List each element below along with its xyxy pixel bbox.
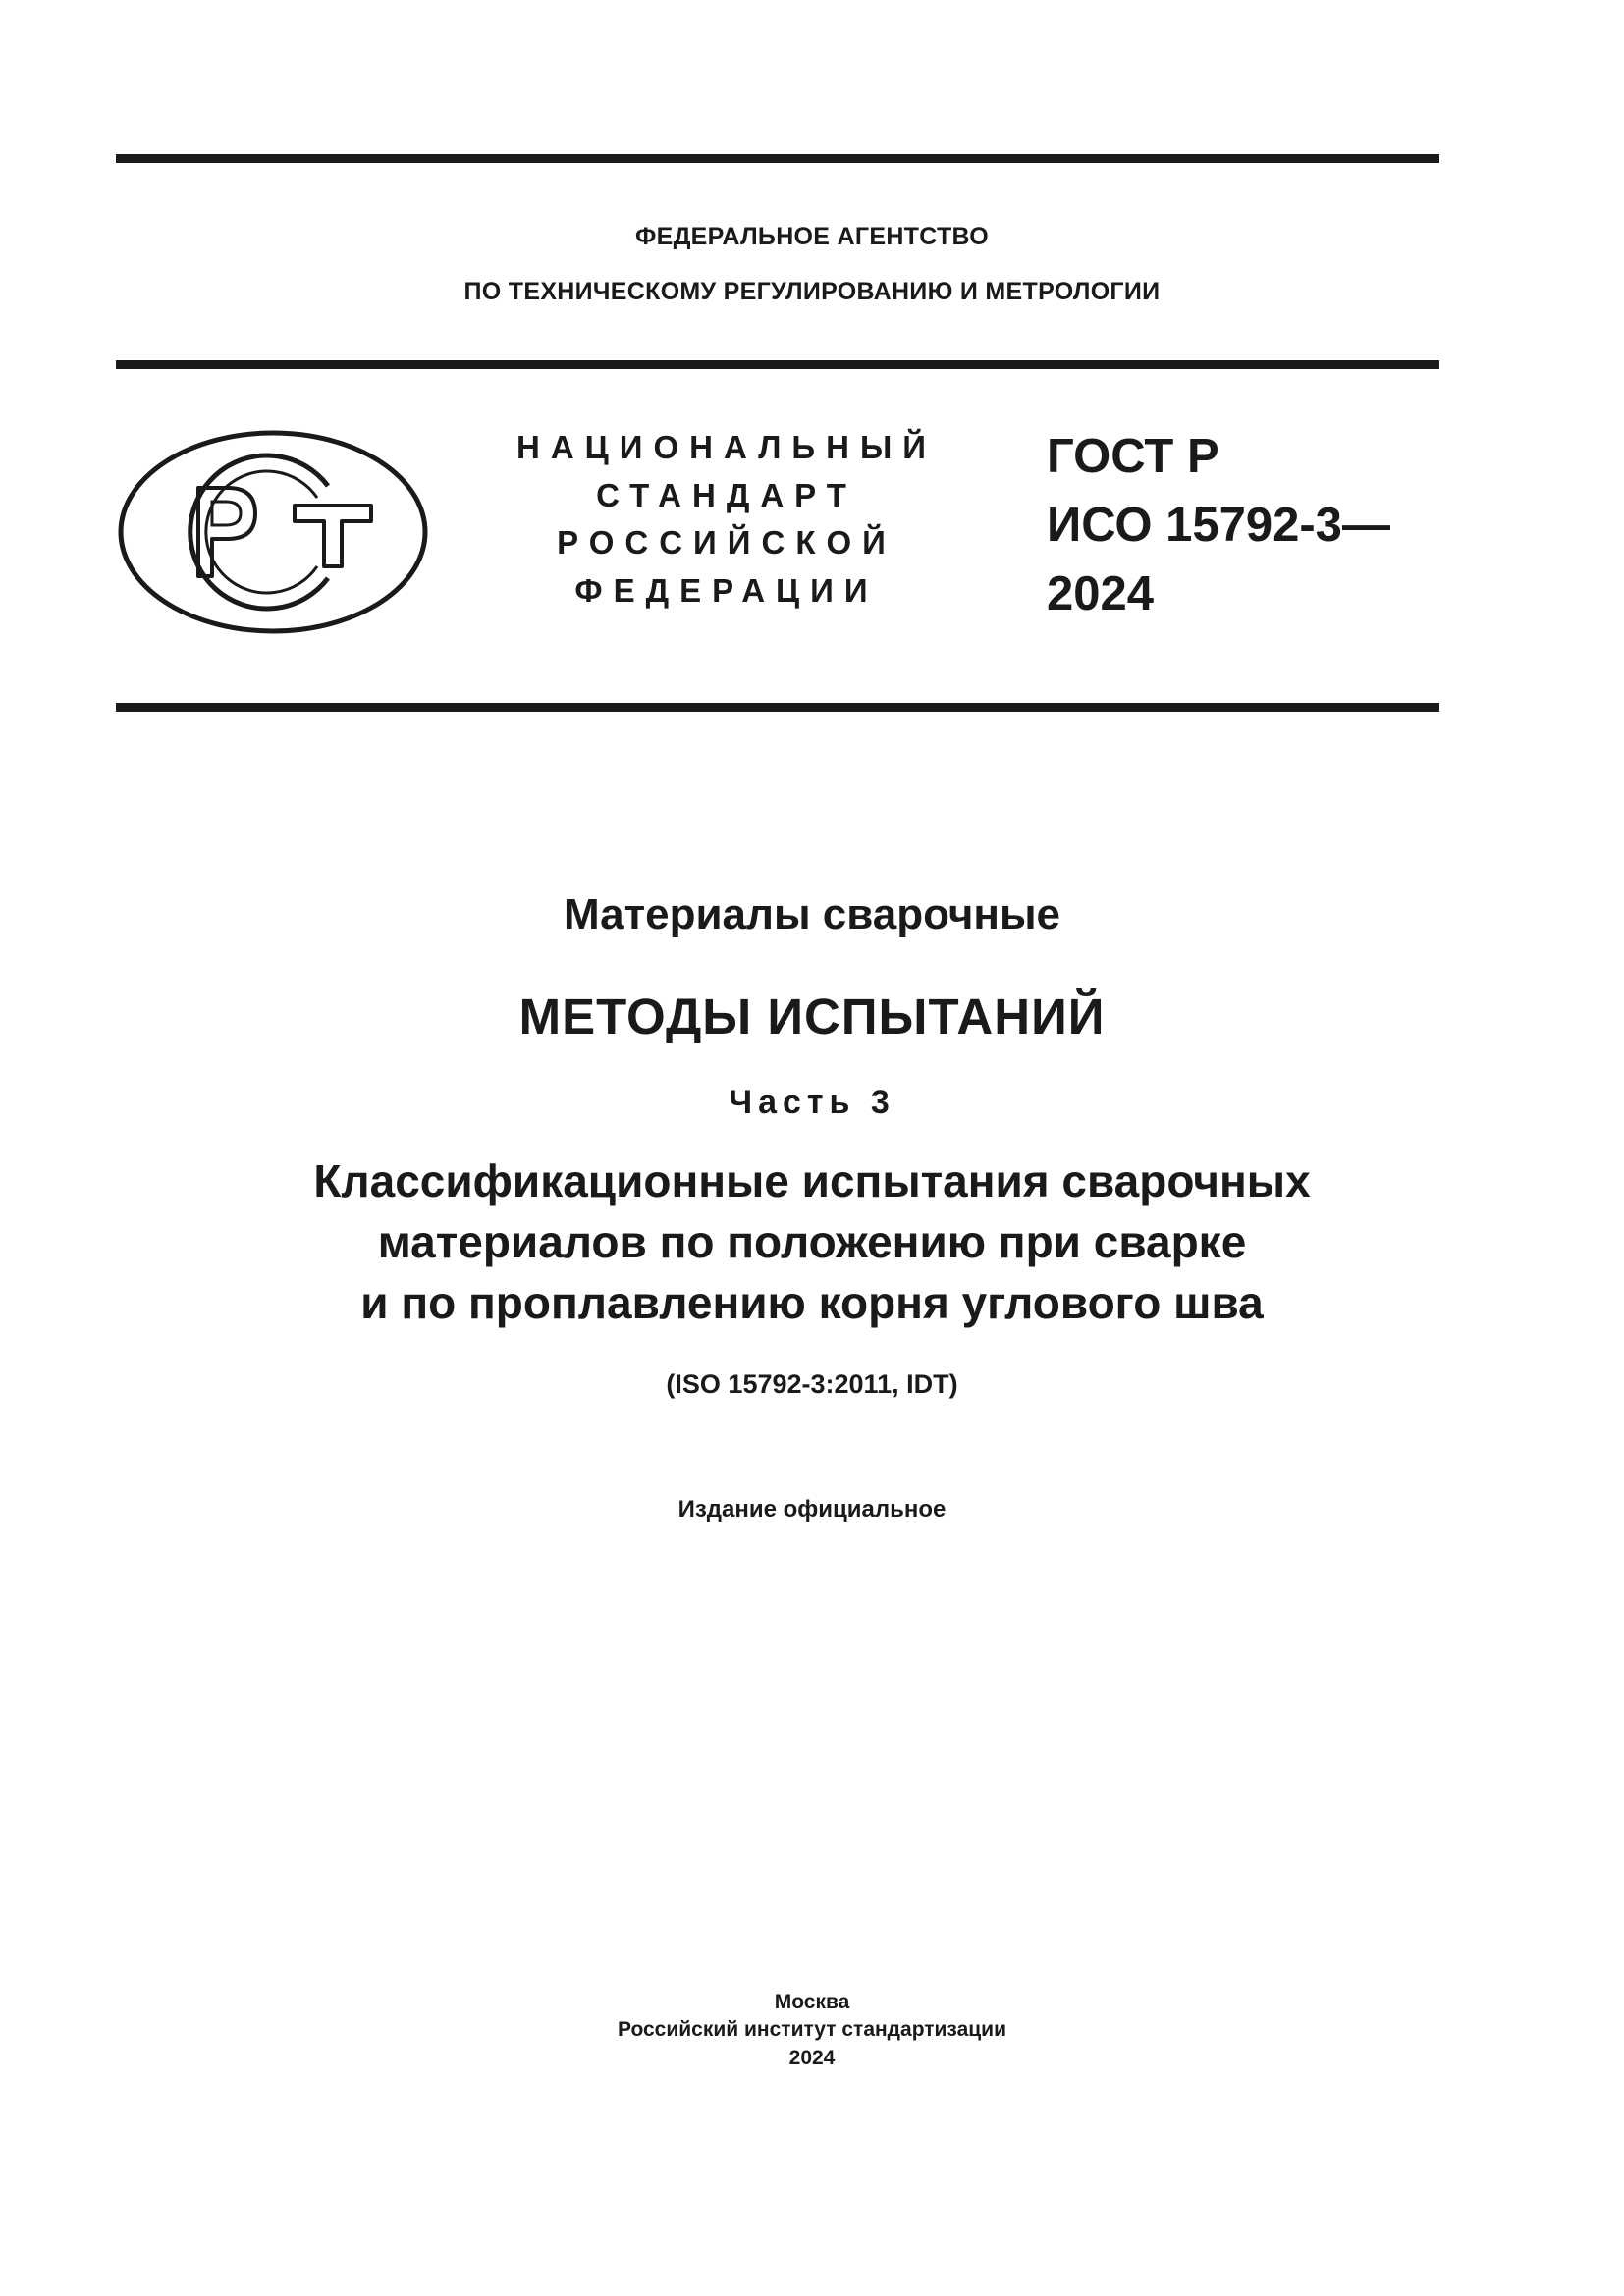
edition-note: Издание официальное: [677, 1496, 947, 1522]
agency-line-1: ФЕДЕРАЛЬНОЕ АГЕНТСТВО: [634, 223, 990, 250]
methods-heading: МЕТОДЫ ИСПЫТАНИЙ: [518, 988, 1106, 1044]
title-block-rule: [116, 703, 1439, 712]
publisher-name: Российский институт стандартизации: [617, 2018, 1007, 2041]
subtitle-line: и по проплавлению корня углового шва: [360, 1277, 1264, 1328]
part-number: Часть 3: [729, 1084, 895, 1121]
agency-line-2: ПО ТЕХНИЧЕСКОМУ РЕГУЛИРОВАНИЮ И МЕТРОЛОГИИ: [463, 278, 1161, 305]
standard-designation: [1047, 422, 1439, 628]
national-standard-line: РОССИЙСКОЙ: [557, 524, 896, 561]
publication-year: 2024: [788, 2047, 836, 2069]
national-standard-label: [501, 424, 952, 614]
national-standard-line: СТАНДАРТ: [596, 476, 857, 513]
designation-line: ГОСТ Р: [1047, 430, 1219, 483]
national-standard-line: ФЕДЕРАЦИИ: [574, 571, 879, 609]
rst-mark-icon: [118, 429, 430, 637]
document-title: Материалы сварочные: [563, 890, 1061, 938]
national-standard-line: НАЦИОНАЛЬНЫЙ: [516, 429, 937, 465]
iso-reference: (ISO 15792-3:2011, IDT): [666, 1369, 958, 1399]
designation-line: ИСО 15792-3—: [1047, 499, 1390, 552]
subtitle-line: материалов по положению при сварке: [377, 1216, 1247, 1267]
top-rule: [116, 154, 1439, 163]
designation-line: 2024: [1047, 567, 1155, 620]
subtitle-line: Классификационные испытания сварочных: [313, 1155, 1311, 1206]
publisher-city: Москва: [774, 1991, 850, 2013]
header-rule: [116, 360, 1439, 369]
